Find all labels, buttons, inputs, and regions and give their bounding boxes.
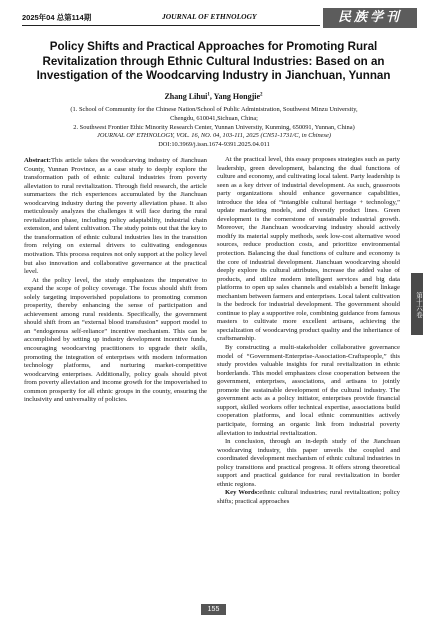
keywords-text: ethnic cultural industries; rural revitalization; policy shifts; practical approaches (217, 489, 400, 505)
title-line: Investigation of the Woodcarving Industry in Jianchuan, Yunnan (36, 69, 391, 82)
issue-info: 2025年04 总第114期 (22, 13, 92, 22)
abstract-text: This article takes the woodcarving industry of Jianchuan County, Yunnan Province, as a case study to deeply explore the transformation path of ethnic cultural industries from poverty alleviation to rural revitalization. Through field research, the article summarizes the rich experiences accumulated by the Jianchuan woodcarving industry during the poverty alleviation phase. It also meticulously analyzes the challenges it will face during the rural revitalization phase, including policy adaptability, industrial chain extension, and talent cultivation. The study points out that the key to the transformation of ethnic cultural industries lies in the transition from relying on external drivers to cultivating endogenous motivation. This process requires not only support at the policy level but also innovation and collaborative governance at the practical level. (24, 157, 207, 276)
title-line: Policy Shifts and Practical Approaches for Promoting Rural (49, 40, 378, 53)
page-number: 155 (201, 604, 226, 615)
journal-banner: 民族学刊 (323, 8, 417, 28)
affiliation-line: 2. Southwest Frontier Ethic Minority Research Center, Yunnan Universtiy, Kunming, 650091, Yunnan, China) (73, 123, 355, 131)
keywords-label: Key Words: (224, 489, 260, 497)
author-name: Zhang Lihui (164, 92, 208, 101)
citation-line: JOURNAL OF ETHNOLOGY, VOL. 16, NO. 04, 103-111, 2025 (CN51-1731/C, in Chinese) (97, 132, 331, 140)
abstract-paragraph: At the practical level, this essay proposes strategies such as party leadership, green development, balancing the dual functions of culture and economy, and cultivating local talent. Party leadership is seen as a key driver of industrial development. As such, grassroots party organizations should enhance governance capabilities, introduce the idea of “intangible cultural heritage + technology,” update marketing models, and diversify product lines. Green development is the cornerstone of sustainable industrial growth. Moreover, the Jianchuan woodcarving industry should actively modify its material supply methods, seek low-cost alternative wood sources, reduce production costs, and prioritize environmental protection. Balancing the dual functions of culture and economy is the core of industrial development. Jianchuan woodcarving should deeply explore its cultural attributes, increase the added value of products, and utilize modern intelligent services and big data platforms to open up sales channels and establish a benefit linkage mechanism between farmers and enterprises. Local talent cultivation is the bedrock for industrial development. The government should continue to play a supportive role, combining guidance from famous masters to cultivate more excellent artisans, achieving the specialization of woodcarving product quality and the inheritance of craftsmanship. (217, 156, 400, 343)
abstract-column-right (217, 157, 400, 506)
doi-line: DOI:10.3969/j.issn.1674-9391.2025.04.011 (158, 141, 270, 149)
author-list (30, 92, 397, 101)
article-title (30, 40, 397, 84)
author-name: Yang Hongjie (213, 92, 261, 101)
header-rule (22, 25, 320, 26)
abstract-paragraph: In conclusion, through an in-depth study of the Jianchuan woodcarving industry, this paper unveils the coupled and coordinated development mechanism of ethnic cultural industries in policy transitions and practical progress. It offers strong theoretical support and practical guidance for rural revitalization in border ethnic regions. (217, 438, 400, 488)
author-affil-mark: 1 (207, 92, 210, 98)
affiliations (38, 106, 390, 150)
abstract-paragraph (24, 157, 207, 277)
volume-side-marker: 第十六卷 (411, 273, 423, 335)
abstract-column-left (24, 157, 207, 405)
journal-name: JOURNAL OF ETHNOLOGY (162, 12, 257, 21)
author-separator: , (209, 92, 214, 101)
title-line: Revitalization through Ethnic Cultural Industries: Based on an (42, 54, 385, 68)
abstract-label: Abstract: (24, 157, 51, 164)
affiliation-line: Chengdu, 610041,Sichuan, China; (170, 114, 258, 122)
keywords (217, 489, 400, 506)
abstract-paragraph: At the policy level, the study emphasizes the imperative to expand the scope of policy coverage. The focus should shift from solely targeting impoverished populations to promoting common prosperity, thereby enhancing the sense of participation and achievement among rural residents. Specifically, the government should shift from an “external blood transfusion” support model to an “endogenous self-reliance” incentive mechanism. This can be accomplished by setting up industry development incentive funds, encouraging woodcarving practitioners to upgrade their skills, promoting the integration of enterprises with modern information technology platforms, and nurturing market-competitive woodcarving enterprises. Additionally, policy goals should pivot from poverty alleviation and income growth for the impoverished to common prosperity for all ethnic groups in the county, ensuring the inclusivity and universality of policies. (24, 276, 207, 404)
author-affil-mark: 2 (260, 92, 263, 98)
abstract-paragraph: By constructing a multi-stakeholder collaborative governance model of “Government-Enterprise-Association-Craftspeople,” this study provides valuable insights for rural revitalization in ethnic borderlands. This model emphasizes close cooperation between the government, enterprises, associations, and artisans to jointly promote the sustainable development of the cultural industry. The government acts as a policy initiator, enterprises provide financial support, skilled workers offer technical expertise, associations build cooperation platforms, and local ethnic communities actively participate, forming an organic link from industrial poverty alleviation to industrial revitalization. (217, 344, 400, 437)
affiliation-line: (1. School of Community for the Chinese Nation/School of Public Administration, Southwest Minzu University, (70, 106, 358, 113)
